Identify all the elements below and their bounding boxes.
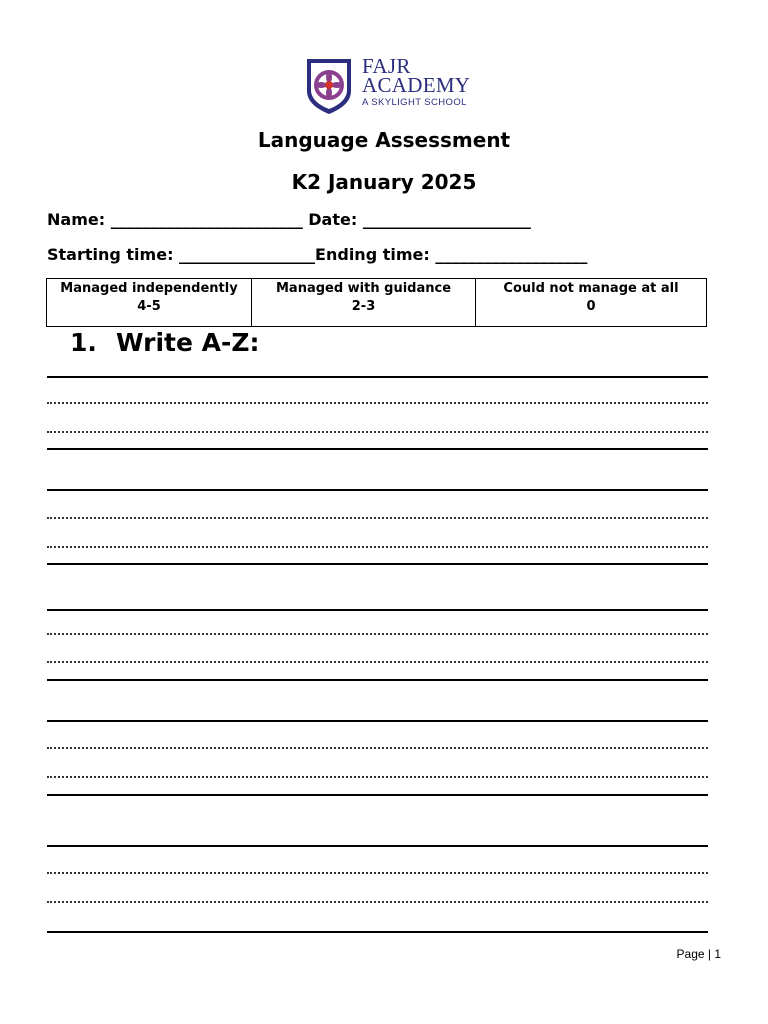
rubric-cell-not-managed <box>476 279 707 327</box>
writing-line-group[interactable] <box>47 376 708 451</box>
midline-dotted <box>47 402 708 404</box>
question-heading <box>70 328 260 357</box>
logo-subtitle: A SKYLIGHT SCHOOL <box>362 97 467 108</box>
time-line <box>47 245 587 264</box>
bottom-line <box>47 448 708 450</box>
date-label: Date: <box>308 210 358 229</box>
writing-line-group[interactable] <box>47 609 708 683</box>
top-line <box>47 376 708 378</box>
rubric-score: 4-5 <box>137 299 161 314</box>
logo-name-line2: ACADEMY <box>362 73 471 97</box>
baseline-dotted <box>47 661 708 663</box>
rubric-cell-guidance <box>252 279 476 327</box>
writing-line-group[interactable] <box>47 720 708 798</box>
bottom-line <box>47 563 708 565</box>
top-line <box>47 720 708 722</box>
page-number: Page | 1 <box>676 947 721 961</box>
rubric-cell-independent <box>47 279 252 327</box>
document-title: Language Assessment <box>257 128 511 152</box>
rubric-label: Could not manage at all <box>503 281 679 296</box>
question-text: Write A-Z: <box>116 328 260 357</box>
rubric-label: Managed with guidance <box>275 281 452 296</box>
logo-text <box>362 54 471 108</box>
midline-dotted <box>47 517 708 519</box>
name-date-line <box>47 210 531 229</box>
writing-line-group[interactable] <box>47 845 708 935</box>
baseline-dotted <box>47 901 708 903</box>
starting-time-label: Starting time: <box>47 245 174 264</box>
ending-time-label: Ending time: <box>315 245 430 264</box>
baseline-dotted <box>47 546 708 548</box>
bottom-line <box>47 931 708 933</box>
question-number: 1. <box>70 328 97 357</box>
document-subtitle: K2 January 2025 <box>291 170 477 194</box>
bottom-line <box>47 679 708 681</box>
rubric-row <box>47 279 707 327</box>
date-field[interactable]: _____________________ <box>362 210 531 229</box>
top-line <box>47 489 708 491</box>
name-label: Name: <box>47 210 106 229</box>
rubric-score: 2-3 <box>351 299 376 314</box>
name-field[interactable]: ________________________ <box>110 210 303 229</box>
school-crest-icon <box>305 57 353 115</box>
midline-dotted <box>47 633 708 635</box>
writing-line-group[interactable] <box>47 489 708 567</box>
baseline-dotted <box>47 776 708 778</box>
top-line <box>47 609 708 611</box>
school-logo <box>305 54 475 117</box>
ending-time-field[interactable]: ___________________ <box>435 245 588 264</box>
rubric-table <box>46 278 707 327</box>
rubric-score: 0 <box>586 299 596 314</box>
logo-name-line1: FAJR <box>362 54 411 78</box>
midline-dotted <box>47 747 708 749</box>
top-line <box>47 845 708 847</box>
baseline-dotted <box>47 431 708 433</box>
rubric-label: Managed independently <box>60 281 238 296</box>
midline-dotted <box>47 872 708 874</box>
bottom-line <box>47 794 708 796</box>
starting-time-field[interactable]: _________________ <box>179 245 316 264</box>
